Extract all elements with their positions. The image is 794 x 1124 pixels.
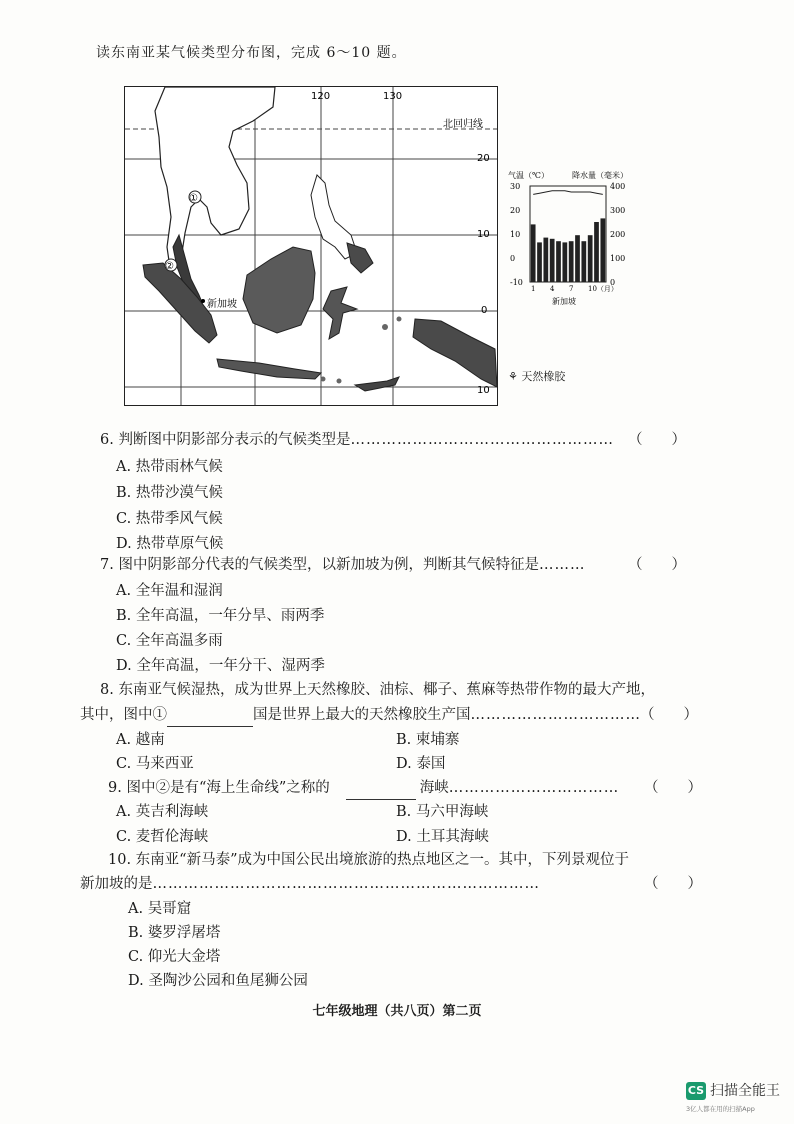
camscanner-tagline: 3亿人都在用的扫描App — [686, 1105, 755, 1113]
rubber-legend-icon: ⚘ — [508, 370, 518, 383]
q8-option-a[interactable]: A. 越南 — [116, 732, 165, 748]
answer-blank-8[interactable] — [167, 710, 253, 727]
precip-bar — [588, 235, 593, 282]
question-10-line2 — [80, 872, 540, 896]
question-7-text: 7. 图中阴影部分代表的气候类型，以新加坡为例，判断其气候特征是 — [100, 557, 539, 573]
southeast-asia-map — [124, 86, 498, 406]
precip-bar — [531, 224, 536, 282]
q7-option-d[interactable]: D. 全年高温，一年分干、湿两季 — [116, 658, 325, 674]
marker-2: ② — [165, 261, 174, 272]
question-6-text: 6. 判断图中阴影部分表示的气候类型是 — [100, 432, 351, 448]
borneo-landmass — [243, 247, 315, 333]
precip-axis-label: 降水量（毫米） — [572, 171, 628, 180]
answer-paren-10[interactable]: （ ） — [644, 876, 702, 892]
answer-paren-9[interactable]: （ ） — [644, 780, 702, 796]
lat-label-10n: 10 — [477, 229, 490, 240]
q10-option-a[interactable]: A. 吴哥窟 — [128, 901, 192, 917]
precip-bar — [562, 242, 567, 282]
temp-tick-label: 10 — [510, 230, 521, 239]
leader-dots: …………………………… — [470, 707, 641, 723]
precip-bar — [550, 239, 555, 282]
precip-tick-label: 100 — [610, 254, 626, 263]
question-10-text: 新加坡的是 — [80, 876, 153, 892]
question-9-text-post: 海峡 — [419, 780, 449, 796]
lat-label-10s: 10 — [477, 385, 490, 396]
temp-tick-label: 0 — [510, 254, 516, 263]
camscanner-logo: CS — [686, 1082, 706, 1100]
precip-tick-label: 200 — [610, 230, 626, 239]
temp-axis-label: 气温（℃） — [508, 171, 549, 180]
leader-dots: …………………………… — [448, 780, 620, 796]
lat-label-0: 0 — [481, 305, 488, 316]
temperature-curve — [533, 191, 603, 195]
tropic-label: 北回归线 — [443, 119, 483, 130]
precip-bar — [537, 242, 542, 282]
q8-option-d[interactable]: D. 泰国 — [396, 756, 446, 772]
precip-bar — [556, 241, 561, 282]
timor-island — [355, 377, 399, 391]
answer-paren-8[interactable]: （ ） — [640, 707, 698, 723]
q6-option-c[interactable]: C. 热带季风气候 — [116, 511, 223, 527]
answer-paren-7[interactable]: （ ） — [628, 557, 686, 573]
lon-label-120: 120 — [311, 91, 331, 102]
section-intro: 读东南亚某气候类型分布图，完成 6～10 题。 — [96, 45, 407, 61]
climate-chart — [508, 168, 644, 308]
precip-tick-label: 400 — [610, 182, 626, 191]
month-tick-label: 7 — [569, 285, 574, 293]
q9-option-a[interactable]: A. 英吉利海峡 — [116, 804, 209, 820]
q6-option-a[interactable]: A. 热带雨林气候 — [116, 459, 223, 475]
answer-paren-6[interactable]: （ ） — [628, 432, 686, 448]
java-shaded — [217, 359, 321, 379]
q10-option-b[interactable]: B. 婆罗浮屠塔 — [128, 925, 221, 941]
q8-option-c[interactable]: C. 马来西亚 — [116, 756, 194, 772]
singapore-dot — [201, 299, 205, 303]
temp-tick-label: -10 — [510, 278, 523, 287]
q7-option-c[interactable]: C. 全年高温多雨 — [116, 633, 223, 649]
map-legend — [508, 368, 565, 384]
lon-label-130: 130 — [383, 91, 403, 102]
question-8-line1: 8. 东南亚气候湿热，成为世界上天然橡胶、油棕、椰子、蕉麻等热带作物的最大产地， — [100, 682, 655, 698]
precip-bar — [543, 238, 548, 282]
leader-dots: ………………………………………………………………… — [152, 876, 540, 892]
island-dot — [397, 317, 402, 322]
lat-label-20: 20 — [477, 153, 490, 164]
month-tick-label: 10（月） — [588, 285, 618, 293]
temp-tick-label: 20 — [510, 206, 521, 215]
precip-bar — [569, 241, 574, 282]
question-9 — [108, 776, 619, 800]
precip-bar — [600, 218, 605, 282]
marker-1: ① — [189, 193, 198, 204]
precip-bar — [594, 222, 599, 282]
precip-tick-label: 0 — [610, 278, 616, 287]
q10-option-d[interactable]: D. 圣陶沙公园和鱼尾狮公园 — [128, 973, 308, 989]
question-6 — [100, 428, 614, 452]
precip-tick-label: 300 — [610, 206, 626, 215]
precip-bar — [581, 241, 586, 282]
new-guinea-landmass — [413, 319, 497, 387]
map-svg — [125, 87, 497, 405]
island-dot — [321, 377, 326, 382]
legend-label: 天然橡胶 — [521, 370, 566, 383]
answer-blank-9[interactable] — [346, 783, 416, 800]
sulawesi-landmass — [323, 287, 357, 339]
q7-option-b[interactable]: B. 全年高温，一年分旱、雨两季 — [116, 608, 325, 624]
question-8-line2 — [80, 703, 641, 727]
question-10-line1: 10. 东南亚“新马泰”成为中国公民出境旅游的热点地区之一。其中，下列景观位于 — [108, 852, 629, 868]
question-7 — [100, 553, 585, 577]
leader-dots: ……… — [538, 557, 586, 573]
q9-option-b[interactable]: B. 马六甲海峡 — [396, 804, 489, 820]
q6-option-d[interactable]: D. 热带草原气候 — [116, 536, 224, 552]
q7-option-a[interactable]: A. 全年温和湿润 — [116, 583, 223, 599]
island-dot — [337, 379, 342, 384]
mindanao-landmass — [347, 243, 373, 273]
temp-tick-label: 30 — [510, 182, 521, 191]
month-tick-label: 4 — [550, 285, 555, 293]
question-8-text-pre: 其中，图中① — [80, 707, 167, 723]
page-footer: 七年级地理（共八页）第二页 — [312, 1004, 482, 1019]
precip-bar — [575, 235, 580, 282]
maluku-island — [382, 324, 388, 330]
q10-option-c[interactable]: C. 仰光大金塔 — [128, 949, 221, 965]
month-tick-label: 1 — [531, 285, 536, 293]
question-9-text-pre: 9. 图中②是有“海上生命线”之称的 — [108, 780, 330, 796]
camscanner-name: 扫描全能王 — [710, 1083, 780, 1099]
singapore-label: 新加坡 — [207, 299, 237, 310]
q6-option-b[interactable]: B. 热带沙漠气候 — [116, 485, 223, 501]
q8-option-b[interactable]: B. 柬埔寨 — [396, 732, 460, 748]
chart-station-label: 新加坡 — [552, 297, 576, 306]
leader-dots: …………………………………………… — [350, 432, 614, 448]
q9-option-c[interactable]: C. 麦哲伦海峡 — [116, 829, 209, 845]
q9-option-d[interactable]: D. 土耳其海峡 — [396, 829, 489, 845]
question-8-text-post: 国是世界上最大的天然橡胶生产国 — [253, 707, 471, 723]
